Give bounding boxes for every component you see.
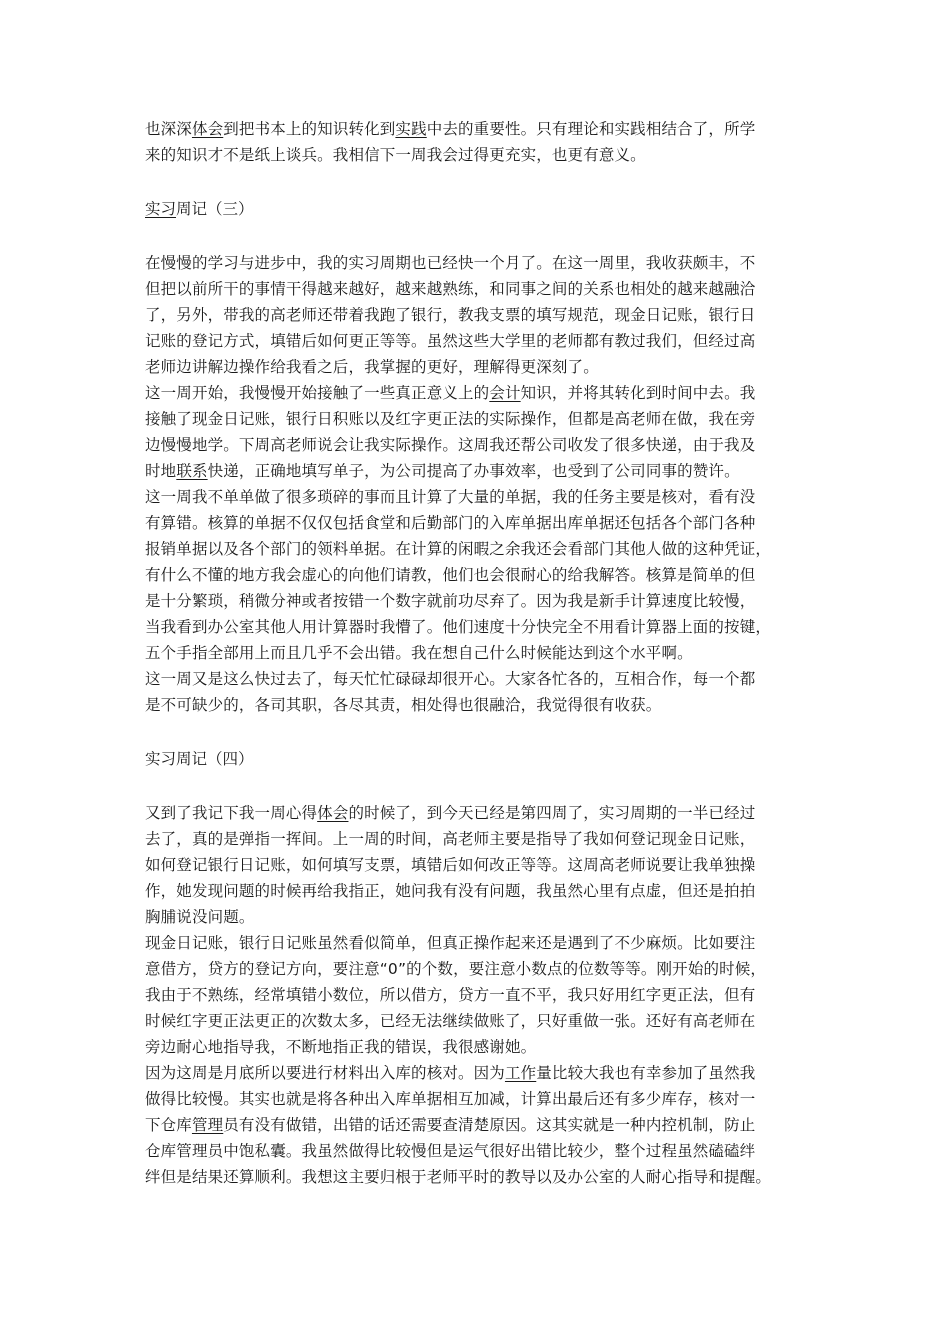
text-run: 是十分繁琐，稍微分神或者按错一个数字就前功尽弃了。因为我是新手计算速度比较慢， xyxy=(145,592,756,610)
text-line xyxy=(145,692,810,718)
text-run: 又到了我记下我一周心得 xyxy=(145,804,318,822)
section-week-4-body xyxy=(145,800,810,1190)
text-line xyxy=(145,380,810,406)
text-run: 时候红字更正法更正的次数太多，已经无法继续做账了，只好重做一张。还好有高老师在 xyxy=(145,1012,756,1030)
text-line xyxy=(145,904,810,930)
section-week-3-body xyxy=(145,250,810,718)
text-line xyxy=(145,588,810,614)
text-run: 边慢慢地学。下周高老师说会让我实际操作。这周我还帮公司收发了很多快递，由于我及 xyxy=(145,436,756,454)
text-run: 在慢慢的学习与进步中，我的实习周期也已经快一个月了。在这一周里，我收获颇丰，不 xyxy=(145,254,756,272)
text-run: 但把以前所干的事情干得越来越好，越来越熟练，和同事之间的关系也相处的越来越融洽 xyxy=(145,280,756,298)
text-run: 量比较大我也有幸参加了虽然我 xyxy=(536,1064,756,1082)
text-run: 报销单据以及各个部门的领料单据。在计算的闲暇之余我还会看部门其他人做的这种凭证， xyxy=(145,540,772,558)
text-run: 做得比较慢。其实也就是将各种出入库单据相互加减，计算出最后还有多少库存，核对一 xyxy=(145,1090,756,1108)
text-line xyxy=(145,826,810,852)
text-run: 来的知识才不是纸上谈兵。我相信下一周我会过得更充实，也更有意义。 xyxy=(145,146,646,164)
text-run: 到把书本上的知识转化到 xyxy=(223,120,396,138)
inline-link[interactable]: 实践 xyxy=(395,120,427,138)
text-run: 接触了现金日记账，银行日积账以及红字更正法的实际操作，但都是高老师在做，我在旁 xyxy=(145,410,756,428)
inline-link[interactable]: 实习 xyxy=(145,200,177,218)
text-line xyxy=(145,562,810,588)
text-run: 员有没有做错，出错的话还需要查清楚原因。这其实就是一种内控机制，防止 xyxy=(223,1116,756,1134)
inline-link[interactable]: 管理 xyxy=(191,1116,224,1134)
text-line xyxy=(145,116,810,142)
text-line xyxy=(145,276,810,302)
text-run: 去了，真的是弹指一挥间。上一周的时间，高老师主要是指导了我如何登记现金日记账， xyxy=(145,830,756,848)
text-line xyxy=(145,354,810,380)
text-run: 了，另外，带我的高老师还带着我跑了银行，教我支票的填写规范，现金日记账，银行日 xyxy=(145,306,756,324)
section-gap xyxy=(145,718,810,746)
text-line xyxy=(145,956,810,982)
text-run: 是不可缺少的，各司其职，各尽其责，相处得也很融洽，我觉得很有收获。 xyxy=(145,696,662,714)
inline-link[interactable]: 联系 xyxy=(176,462,208,480)
text-line xyxy=(145,1086,810,1112)
text-line xyxy=(145,982,810,1008)
text-line xyxy=(145,878,810,904)
text-line xyxy=(145,1112,810,1138)
inline-link[interactable]: 体会 xyxy=(191,120,224,138)
text-run: 如何登记银行日记账，如何填写支票，填错后如何改正等等。这周高老师说要让我单独操 xyxy=(145,856,756,874)
document-page xyxy=(145,116,810,1190)
text-run: 现金日记账，银行日记账虽然看似简单，但真正操作起来还是遇到了不少麻烦。比如要注 xyxy=(145,934,756,952)
text-line xyxy=(145,484,810,510)
text-run: 胸脯说没问题。 xyxy=(145,908,255,926)
text-line xyxy=(145,302,810,328)
text-line xyxy=(145,666,810,692)
text-run: 老师边讲解边操作给我看之后，我掌握的更好，理解得更深刻了。 xyxy=(145,358,599,376)
text-line xyxy=(145,1164,810,1190)
text-run: 有算错。核算的单据不仅仅包括食堂和后勤部门的入库单据出库单据还包括各个部门各种 xyxy=(145,514,756,532)
section-gap xyxy=(145,222,810,250)
section-heading-week-4 xyxy=(145,746,810,772)
inline-link[interactable]: 体会 xyxy=(317,804,349,822)
text-line xyxy=(145,852,810,878)
text-line xyxy=(145,1008,810,1034)
text-run: 周记（三） xyxy=(176,200,254,218)
text-run: 下仓库 xyxy=(145,1116,192,1134)
text-run: 这一周开始，我慢慢开始接触了一些真正意义上的 xyxy=(145,384,490,402)
text-run: 绊但是结果还算顺利。我想这主要归根于老师平时的教导以及办公室的人耐心指导和提醒。 xyxy=(145,1168,772,1186)
text-run: 旁边耐心地指导我，不断地指正我的错误，我很感谢她。 xyxy=(145,1038,537,1056)
text-run: 这一周我不单单做了很多琐碎的事而且计算了大量的单据，我的任务主要是核对，看有没 xyxy=(145,488,756,506)
text-line xyxy=(145,800,810,826)
text-line xyxy=(145,328,810,354)
inline-link[interactable]: 会计 xyxy=(489,384,521,402)
text-line xyxy=(145,640,810,666)
text-run: 因为这周是月底所以要进行材料出入库的核对。因为 xyxy=(145,1064,505,1082)
text-line xyxy=(145,1034,810,1060)
text-run: 知识，并将其转化到时间中去。我 xyxy=(520,384,756,402)
text-run: 意借方，贷方的登记方向，要注意“0”的个数，要注意小数点的位数等等。刚开始的时候， xyxy=(145,960,767,978)
text-line xyxy=(145,406,810,432)
text-run: 仓库管理员中饱私囊。我虽然做得比较慢但是运气很好出错比较少，整个过程虽然磕磕绊 xyxy=(145,1142,756,1160)
section-gap xyxy=(145,772,810,800)
text-line xyxy=(145,1138,810,1164)
text-run: 中去的重要性。只有理论和实践相结合了，所学 xyxy=(426,120,756,138)
text-line xyxy=(145,142,810,168)
inline-link[interactable]: 工作 xyxy=(504,1064,537,1082)
text-run: 有什么不懂的地方我会虚心的向他们请教，他们也会很耐心的给我解答。核算是简单的但 xyxy=(145,566,756,584)
text-line xyxy=(145,1060,810,1086)
text-run: 实习周记（四） xyxy=(145,750,254,768)
section-heading-week-3 xyxy=(145,196,810,222)
text-run: 我由于不熟练，经常填错小数位，所以借方，贷方一直不平，我只好用红字更正法，但有 xyxy=(145,986,756,1004)
text-line xyxy=(145,250,810,276)
section-gap xyxy=(145,168,810,196)
text-line xyxy=(145,930,810,956)
text-line xyxy=(145,536,810,562)
text-line xyxy=(145,458,810,484)
text-run: 也深深 xyxy=(145,120,192,138)
text-run: 作，她发现问题的时候再给我指正，她问我有没有问题，我虽然心里有点虚，但还是拍拍 xyxy=(145,882,756,900)
text-run: 这一周又是这么快过去了，每天忙忙碌碌却很开心。大家各忙各的，互相合作，每一个都 xyxy=(145,670,756,688)
text-run: 五个手指全部用上而且几乎不会出错。我在想自己什么时候能达到这个水平啊。 xyxy=(145,644,693,662)
text-line xyxy=(145,614,810,640)
text-run: 当我看到办公室其他人用计算器时我懵了。他们速度十分快完全不用看计算器上面的按键， xyxy=(145,618,772,636)
section-week-2-tail xyxy=(145,116,810,168)
text-line xyxy=(145,510,810,536)
text-run: 的时候了，到今天已经是第四周了，实习周期的一半已经过 xyxy=(348,804,756,822)
text-line xyxy=(145,432,810,458)
text-run: 记账的登记方式，填错后如何更正等等。虽然这些大学里的老师都有教过我们，但经过高 xyxy=(145,332,756,350)
text-run: 时地 xyxy=(145,462,177,480)
text-run: 快递，正确地填写单子，为公司提高了办事效率，也受到了公司同事的赞许。 xyxy=(207,462,740,480)
